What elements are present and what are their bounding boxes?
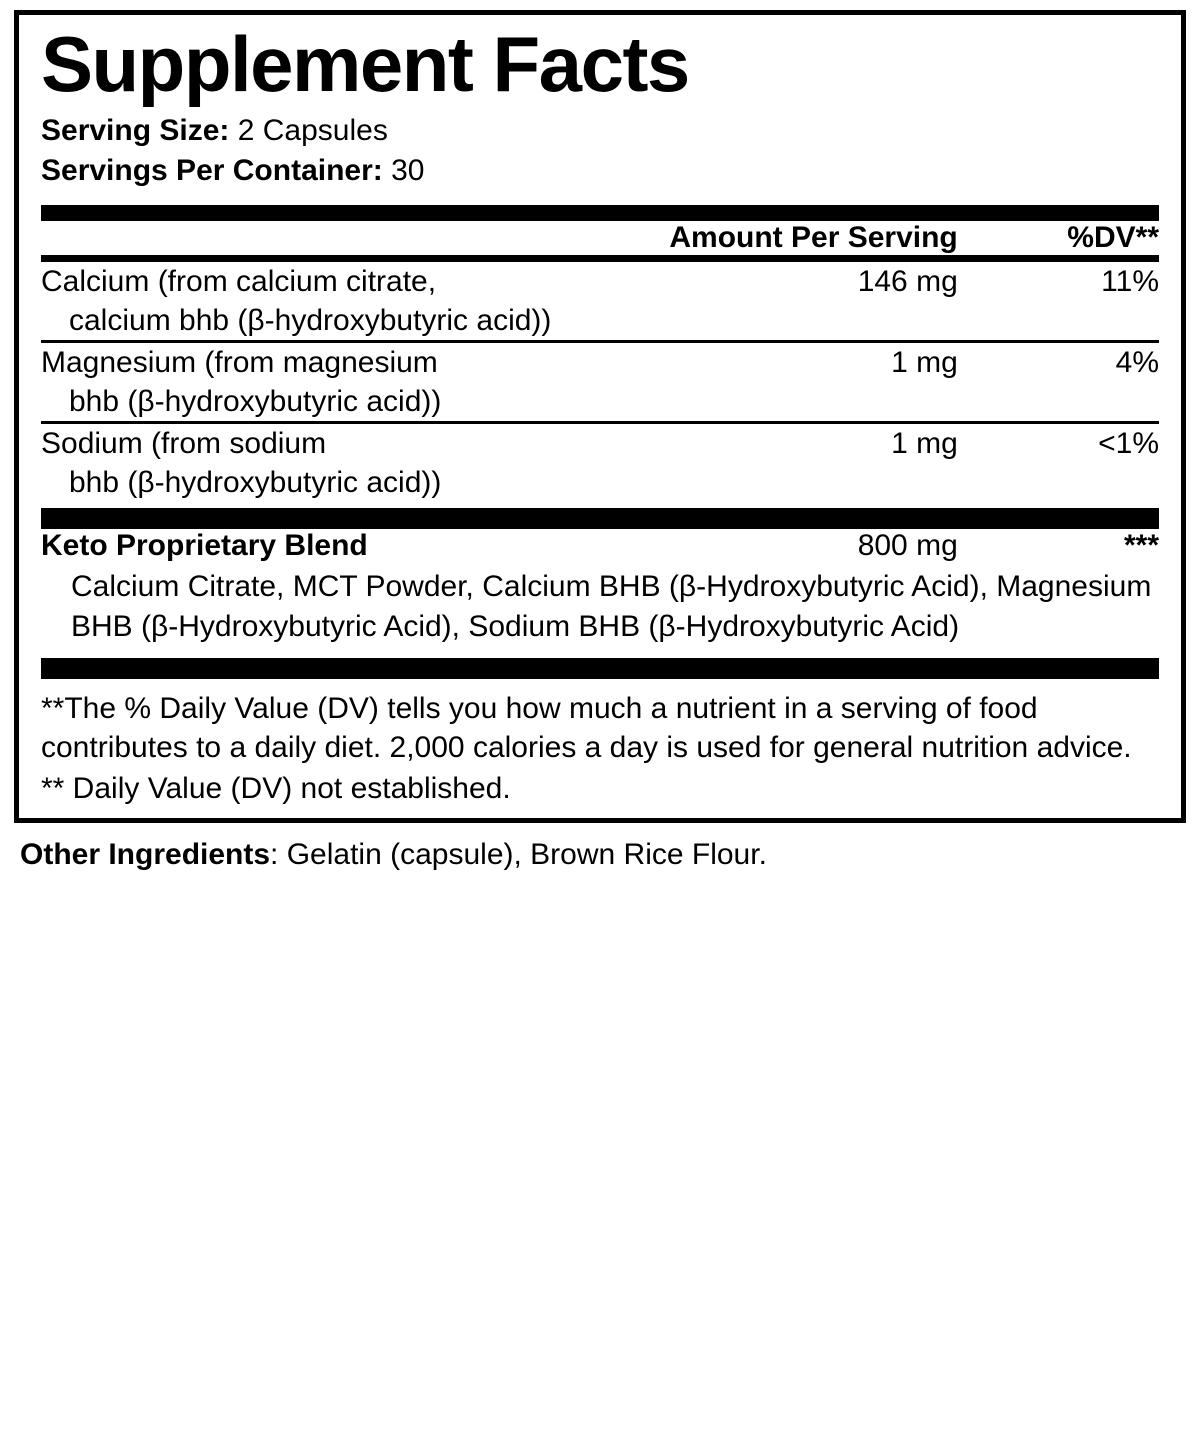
nutrient-dv: <1% bbox=[1098, 426, 1159, 460]
divider-thick-top bbox=[41, 205, 1159, 221]
nutrient-name-line1: Sodium (from sodium bbox=[41, 426, 327, 460]
table-row bbox=[41, 424, 1159, 502]
nutrient-table-sodium bbox=[41, 424, 1159, 502]
nutrient-table-magnesium bbox=[41, 343, 1159, 421]
footnotes bbox=[41, 679, 1159, 808]
other-ingredients bbox=[14, 823, 1186, 874]
servings-per-container-value: 30 bbox=[391, 153, 425, 187]
footnote-not-established: ** Daily Value (DV) not established. bbox=[41, 772, 511, 806]
table-row bbox=[41, 262, 1159, 340]
blend-dv: *** bbox=[1123, 528, 1159, 562]
nutrient-name-line2: bhb (β-hydroxybutyric acid)) bbox=[69, 465, 442, 499]
nutrient-name bbox=[41, 343, 622, 421]
header-daily-value: %DV** bbox=[1067, 220, 1159, 254]
nutrient-name-line1: Magnesium (from magnesium bbox=[41, 345, 438, 379]
nutrient-name-line1: Calcium (from calcium citrate, bbox=[41, 264, 437, 298]
divider-block-blend bbox=[41, 508, 1159, 529]
nutrient-name bbox=[41, 262, 622, 340]
serving-size-line bbox=[41, 111, 1159, 151]
nutrient-table-calcium bbox=[41, 262, 1159, 340]
other-ingredients-value: : Gelatin (capsule), Brown Rice Flour. bbox=[270, 838, 767, 872]
header-amount-per-serving: Amount Per Serving bbox=[669, 220, 958, 254]
divider-under-header bbox=[41, 255, 1159, 262]
nutrient-amount: 1 mg bbox=[891, 426, 958, 460]
servings-per-container-line bbox=[41, 151, 1159, 191]
nutrient-amount: 1 mg bbox=[891, 345, 958, 379]
nutrient-dv: 4% bbox=[1115, 345, 1159, 379]
blend-amount: 800 mg bbox=[857, 528, 958, 562]
nutrient-dv: 11% bbox=[1101, 264, 1159, 298]
nutrient-name-line2: bhb (β-hydroxybutyric acid)) bbox=[69, 384, 442, 418]
servings-per-container-label: Servings Per Container: bbox=[41, 153, 383, 187]
blend-table bbox=[41, 529, 1159, 563]
nutrition-table bbox=[41, 221, 1159, 255]
serving-size-label: Serving Size: bbox=[41, 113, 230, 147]
supplement-facts-box bbox=[14, 10, 1186, 823]
header-spacer bbox=[41, 221, 622, 255]
page-title: Supplement Facts bbox=[41, 20, 689, 108]
nutrient-amount: 146 mg bbox=[857, 264, 958, 298]
serving-size-value: 2 Capsules bbox=[237, 113, 388, 147]
blend-name: Keto Proprietary Blend bbox=[41, 528, 368, 562]
nutrient-name bbox=[41, 424, 622, 502]
nutrient-name-line2: calcium bhb (β-hydroxybutyric acid)) bbox=[69, 303, 552, 337]
table-header-row bbox=[41, 221, 1159, 255]
blend-row bbox=[41, 529, 1159, 563]
footnote-daily-value: **The % Daily Value (DV) tells you how much a nutrient in a serving of food contributes to a daily diet. 2,000 calories a day is used for general nutrition advice. bbox=[41, 692, 1132, 765]
blend-description: Calcium Citrate, MCT Powder, Calcium BHB (β-Hydroxybutyric Acid), Magnesium BHB (β-Hydroxybutyric Acid), Sodium BHB (β-Hydroxybutyric Acid) bbox=[71, 569, 1152, 643]
table-row bbox=[41, 343, 1159, 421]
other-ingredients-label: Other Ingredients bbox=[20, 838, 271, 872]
divider-block-footnote bbox=[41, 658, 1159, 679]
